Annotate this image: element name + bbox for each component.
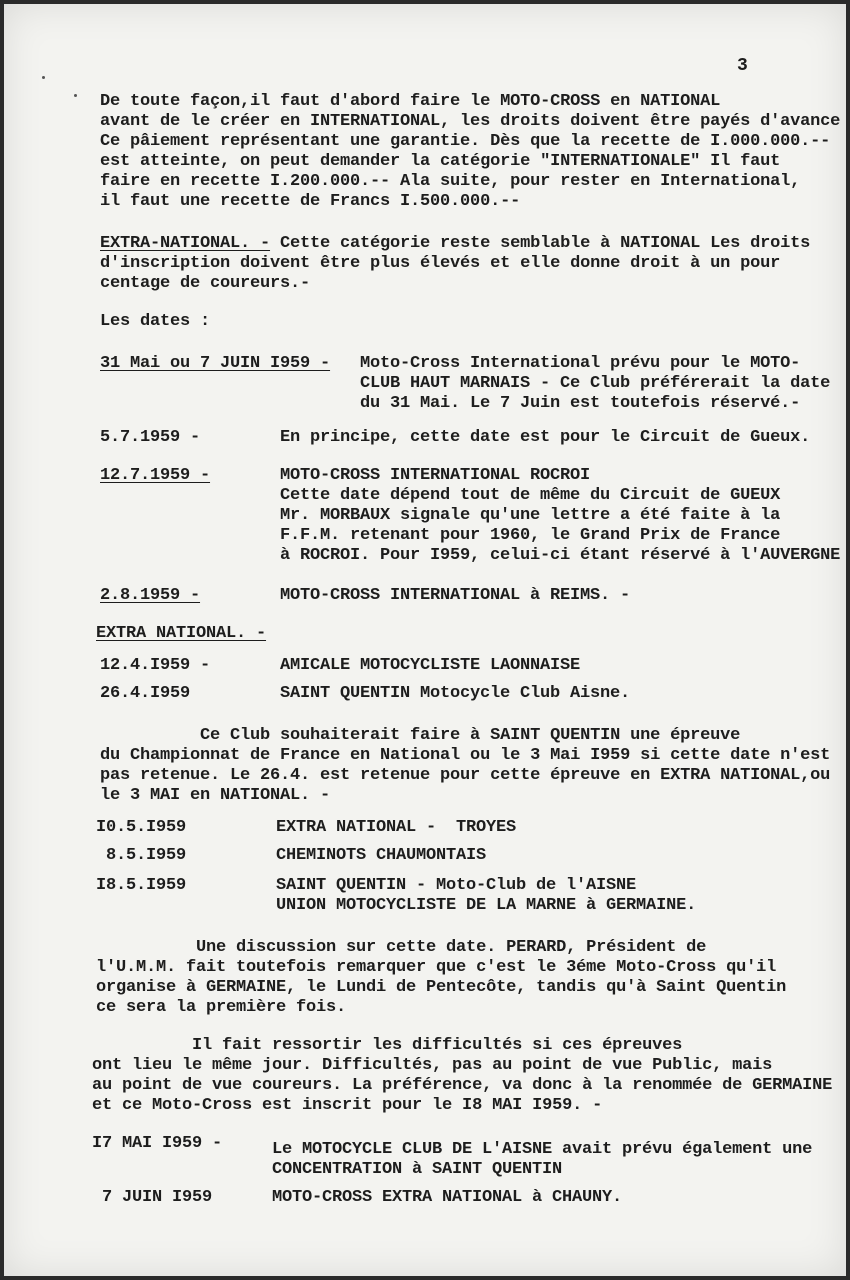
entry-date: 31 Mai ou 7 JUIN I959 - xyxy=(100,354,331,373)
entry-line: CONCENTRATION à SAINT QUENTIN xyxy=(272,1160,563,1179)
discussion-line: l'U.M.M. fait toutefois remarquer que c'est le 3éme Moto-Cross qu'il xyxy=(96,958,777,977)
entry-date: 12.7.1959 - xyxy=(100,466,211,485)
entry-line: UNION MOTOCYCLISTE DE LA MARNE à GERMAINE. xyxy=(276,896,697,915)
difficulties-line: ont lieu le même jour. Difficultés, pas au point de vue Public, mais xyxy=(92,1056,773,1075)
entry-line: MOTO-CROSS INTERNATIONAL à REIMS. - xyxy=(280,586,631,605)
paper-speck xyxy=(42,76,45,79)
entry-date: I8.5.I959 xyxy=(96,876,187,895)
entry-line: Moto-Cross International prévu pour le MOTO- xyxy=(360,354,801,373)
paper-speck xyxy=(74,94,77,97)
entry-line: CHEMINOTS CHAUMONTAIS xyxy=(276,846,487,865)
discussion-line: Une discussion sur cette date. PERARD, Président de xyxy=(96,938,707,957)
discussion-line: organise à GERMAINE, le Lundi de Pentecôte, tandis qu'à Saint Quentin xyxy=(96,978,787,997)
entry-date: 26.4.I959 xyxy=(100,684,191,703)
extra-national-section-heading: EXTRA NATIONAL. - xyxy=(96,624,267,643)
club-paragraph-line: pas retenue. Le 26.4. est retenue pour cette épreuve en EXTRA NATIONAL,ou xyxy=(100,766,831,785)
entry-date: 5.7.1959 - xyxy=(100,428,201,447)
entry-line: EXTRA NATIONAL - TROYES xyxy=(276,818,517,837)
intro-line: il faut une recette de Francs I.500.000.-- xyxy=(100,192,521,211)
typewritten-page xyxy=(4,4,846,1276)
entry-line: SAINT QUENTIN - Moto-Club de l'AISNE xyxy=(276,876,637,895)
page-number: 3 xyxy=(737,56,748,76)
entry-date: I0.5.I959 xyxy=(96,818,187,837)
entry-date: 7 JUIN I959 xyxy=(92,1188,213,1207)
intro-line: faire en recette I.200.000.-- Ala suite, pour rester en International, xyxy=(100,172,801,191)
entry-line: Le MOTOCYCLE CLUB DE L'AISNE avait prévu également une xyxy=(272,1140,813,1159)
entry-line: CLUB HAUT MARNAIS - Ce Club préférerait la date xyxy=(360,374,831,393)
extra-national-text: Cette catégorie reste semblable à NATIONAL Les droits xyxy=(270,234,811,253)
club-paragraph-line: le 3 MAI en NATIONAL. - xyxy=(100,786,331,805)
entry-line: F.F.M. retenant pour 1960, le Grand Prix de France xyxy=(280,526,781,545)
entry-line: à ROCROI. Pour I959, celui-ci étant réservé à l'AUVERGNE xyxy=(280,546,841,565)
entry-line: Cette date dépend tout de même du Circuit de GUEUX xyxy=(280,486,781,505)
entry-line: SAINT QUENTIN Motocycle Club Aisne. xyxy=(280,684,631,703)
difficulties-line: Il fait ressortir les difficultés si ces épreuves xyxy=(92,1036,683,1055)
intro-line: est atteinte, on peut demander la catégorie "INTERNATIONALE" Il faut xyxy=(100,152,781,171)
club-paragraph-line: Ce Club souhaiterait faire à SAINT QUENTIN une épreuve xyxy=(100,726,741,745)
entry-date: 2.8.1959 - xyxy=(100,586,201,605)
extra-national-line: d'inscription doivent être plus élevés et elle donne droit à un pour xyxy=(100,254,781,273)
entry-line: du 31 Mai. Le 7 Juin est toutefois réservé.- xyxy=(360,394,801,413)
entry-date: I7 MAI I959 - xyxy=(92,1134,223,1153)
extra-national-paragraph xyxy=(100,234,810,254)
intro-line: De toute façon,il faut d'abord faire le MOTO-CROSS en NATIONAL xyxy=(100,92,721,111)
dates-label: Les dates : xyxy=(100,312,211,331)
entry-date: 12.4.I959 - xyxy=(100,656,211,675)
intro-line: avant de le créer en INTERNATIONAL, les droits doivent être payés d'avance xyxy=(100,112,841,131)
discussion-line: ce sera la première fois. xyxy=(96,998,347,1017)
entry-line: MOTO-CROSS EXTRA NATIONAL à CHAUNY. xyxy=(272,1188,623,1207)
difficulties-line: et ce Moto-Cross est inscrit pour le I8 MAI I959. - xyxy=(92,1096,603,1115)
extra-national-heading: EXTRA-NATIONAL. - xyxy=(100,234,271,253)
entry-line: Mr. MORBAUX signale qu'une lettre a été faite à la xyxy=(280,506,781,525)
difficulties-line: au point de vue coureurs. La préférence, va donc à la renommée de GERMAINE xyxy=(92,1076,833,1095)
entry-date: 8.5.I959 xyxy=(96,846,187,865)
extra-national-line: centage de coureurs.- xyxy=(100,274,311,293)
club-paragraph-line: du Championnat de France en National ou le 3 Mai I959 si cette date n'est xyxy=(100,746,831,765)
intro-line: Ce pâiement représentant une garantie. Dès que la recette de I.000.000.-- xyxy=(100,132,831,151)
entry-line: En principe, cette date est pour le Circuit de Gueux. xyxy=(280,428,811,447)
entry-line: AMICALE MOTOCYCLISTE LAONNAISE xyxy=(280,656,581,675)
entry-line: MOTO-CROSS INTERNATIONAL ROCROI xyxy=(280,466,591,485)
